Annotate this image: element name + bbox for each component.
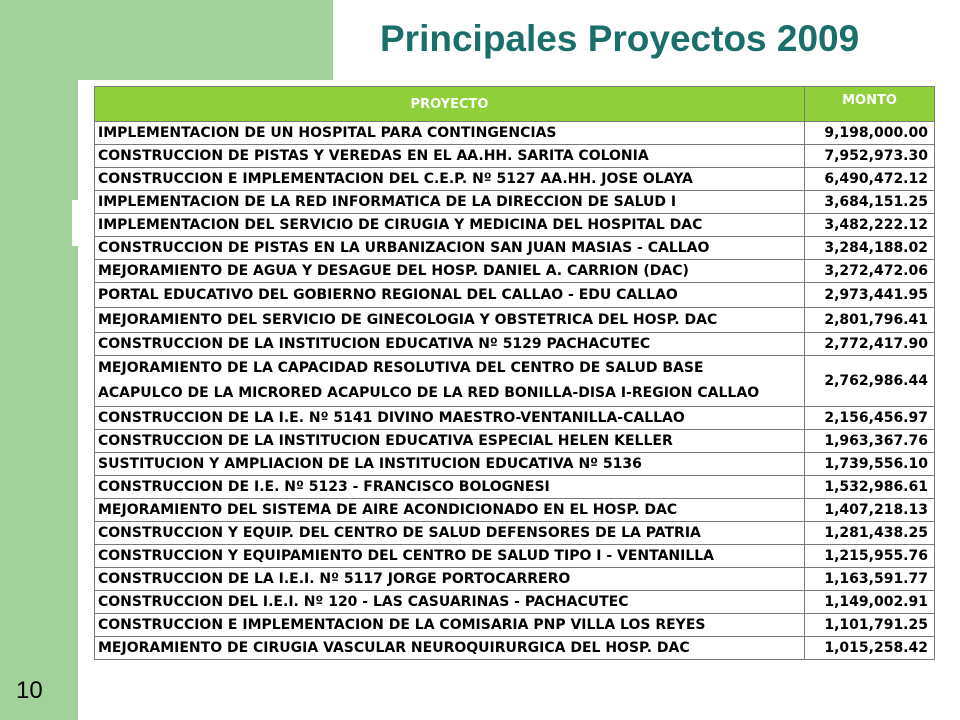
project-name: CONSTRUCCION DE LA I.E. Nº 5141 DIVINO MAESTRO-VENTANILLA-CALLAO [95, 407, 805, 430]
table-row [95, 333, 935, 356]
project-amount: 1,407,218.13 [805, 499, 935, 522]
project-name: IMPLEMENTACION DEL SERVICIO DE CIRUGIA Y MEDICINA DEL HOSPITAL DAC [95, 214, 805, 237]
green-top-band [0, 0, 333, 80]
project-amount: 2,801,796.41 [805, 308, 935, 333]
project-name: CONSTRUCCION DE PISTAS Y VEREDAS EN EL AA.HH. SARITA COLONIA [95, 145, 805, 168]
project-name-line2: ACAPULCO DE LA MICRORED ACAPULCO DE LA RED BONILLA-DISA I-REGION CALLAO [98, 385, 760, 401]
table-row [95, 499, 935, 522]
project-amount: 3,684,151.25 [805, 191, 935, 214]
project-name: PORTAL EDUCATIVO DEL GOBIERNO REGIONAL DEL CALLAO - EDU CALLAO [95, 283, 805, 308]
table-row [95, 591, 935, 614]
project-name [95, 356, 805, 407]
project-amount: 1,963,367.76 [805, 430, 935, 453]
project-amount: 2,772,417.90 [805, 333, 935, 356]
sidebar-notch [72, 200, 78, 246]
project-amount: 1,215,955.76 [805, 545, 935, 568]
project-name: CONSTRUCCION DE LA INSTITUCION EDUCATIVA Nº 5129 PACHACUTEC [95, 333, 805, 356]
table-row [95, 145, 935, 168]
project-amount: 2,762,986.44 [805, 356, 935, 407]
table-row [95, 122, 935, 145]
table-row [95, 283, 935, 308]
projects-table [94, 86, 935, 660]
project-amount: 9,198,000.00 [805, 122, 935, 145]
table-row [95, 191, 935, 214]
project-amount: 1,015,258.42 [805, 637, 935, 660]
table-row [95, 430, 935, 453]
table-row [95, 214, 935, 237]
table-row [95, 545, 935, 568]
table-row [95, 168, 935, 191]
project-amount: 1,739,556.10 [805, 453, 935, 476]
project-name: MEJORAMIENTO DE CIRUGIA VASCULAR NEUROQUIRURGICA DEL HOSP. DAC [95, 637, 805, 660]
header-amount-line1: MONTO [842, 93, 897, 108]
table-row [95, 453, 935, 476]
project-name: MEJORAMIENTO DEL SERVICIO DE GINECOLOGIA Y OBSTETRICA DEL HOSP. DAC [95, 308, 805, 333]
page-number: 10 [16, 677, 43, 704]
project-name: CONSTRUCCION E IMPLEMENTACION DEL C.E.P. Nº 5127 AA.HH. JOSE OLAYA [95, 168, 805, 191]
project-amount: 6,490,472.12 [805, 168, 935, 191]
project-name: CONSTRUCCION Y EQUIP. DEL CENTRO DE SALUD DEFENSORES DE LA PATRIA [95, 522, 805, 545]
project-amount: 1,163,591.77 [805, 568, 935, 591]
green-sidebar [0, 0, 78, 720]
project-name: IMPLEMENTACION DE LA RED INFORMATICA DE LA DIRECCION DE SALUD I [95, 191, 805, 214]
project-amount: 3,272,472.06 [805, 260, 935, 283]
header-amount [805, 87, 935, 122]
project-amount: 3,284,188.02 [805, 237, 935, 260]
project-name: CONSTRUCCION E IMPLEMENTACION DE LA COMISARIA PNP VILLA LOS REYES [95, 614, 805, 637]
project-amount: 1,532,986.61 [805, 476, 935, 499]
project-amount: 2,973,441.95 [805, 283, 935, 308]
project-name: SUSTITUCION Y AMPLIACION DE LA INSTITUCION EDUCATIVA Nº 5136 [95, 453, 805, 476]
table-row [95, 260, 935, 283]
project-name: CONSTRUCCION DEL I.E.I. Nº 120 - LAS CASUARINAS - PACHACUTEC [95, 591, 805, 614]
table-row [95, 568, 935, 591]
project-name: CONSTRUCCION DE I.E. Nº 5123 - FRANCISCO BOLOGNESI [95, 476, 805, 499]
header-project: PROYECTO [95, 87, 805, 122]
project-amount: 1,149,002.91 [805, 591, 935, 614]
table-row [95, 637, 935, 660]
project-name-line1: MEJORAMIENTO DE LA CAPACIDAD RESOLUTIVA DEL CENTRO DE SALUD BASE [98, 360, 704, 376]
project-name: CONSTRUCCION DE LA I.E.I. Nº 5117 JORGE PORTOCARRERO [95, 568, 805, 591]
project-name: CONSTRUCCION Y EQUIPAMIENTO DEL CENTRO DE SALUD TIPO I - VENTANILLA [95, 545, 805, 568]
table-row [95, 614, 935, 637]
table-row [95, 407, 935, 430]
project-amount: 1,101,791.25 [805, 614, 935, 637]
table-row [95, 308, 935, 333]
project-name: MEJORAMIENTO DE AGUA Y DESAGUE DEL HOSP. DANIEL A. CARRION (DAC) [95, 260, 805, 283]
slide-title: Principales Proyectos 2009 [380, 18, 860, 59]
project-name: CONSTRUCCION DE PISTAS EN LA URBANIZACION SAN JUAN MASIAS - CALLAO [95, 237, 805, 260]
header-amount-line2 [805, 114, 934, 121]
table-row [95, 476, 935, 499]
project-amount: 2,156,456.97 [805, 407, 935, 430]
project-name: IMPLEMENTACION DE UN HOSPITAL PARA CONTINGENCIAS [95, 122, 805, 145]
table-row [95, 522, 935, 545]
project-name: CONSTRUCCION DE LA INSTITUCION EDUCATIVA ESPECIAL HELEN KELLER [95, 430, 805, 453]
table-row [95, 356, 935, 407]
table-row [95, 237, 935, 260]
project-amount: 3,482,222.12 [805, 214, 935, 237]
project-amount: 1,281,438.25 [805, 522, 935, 545]
project-name: MEJORAMIENTO DEL SISTEMA DE AIRE ACONDICIONADO EN EL HOSP. DAC [95, 499, 805, 522]
project-amount: 7,952,973.30 [805, 145, 935, 168]
table-header-row [95, 87, 935, 122]
